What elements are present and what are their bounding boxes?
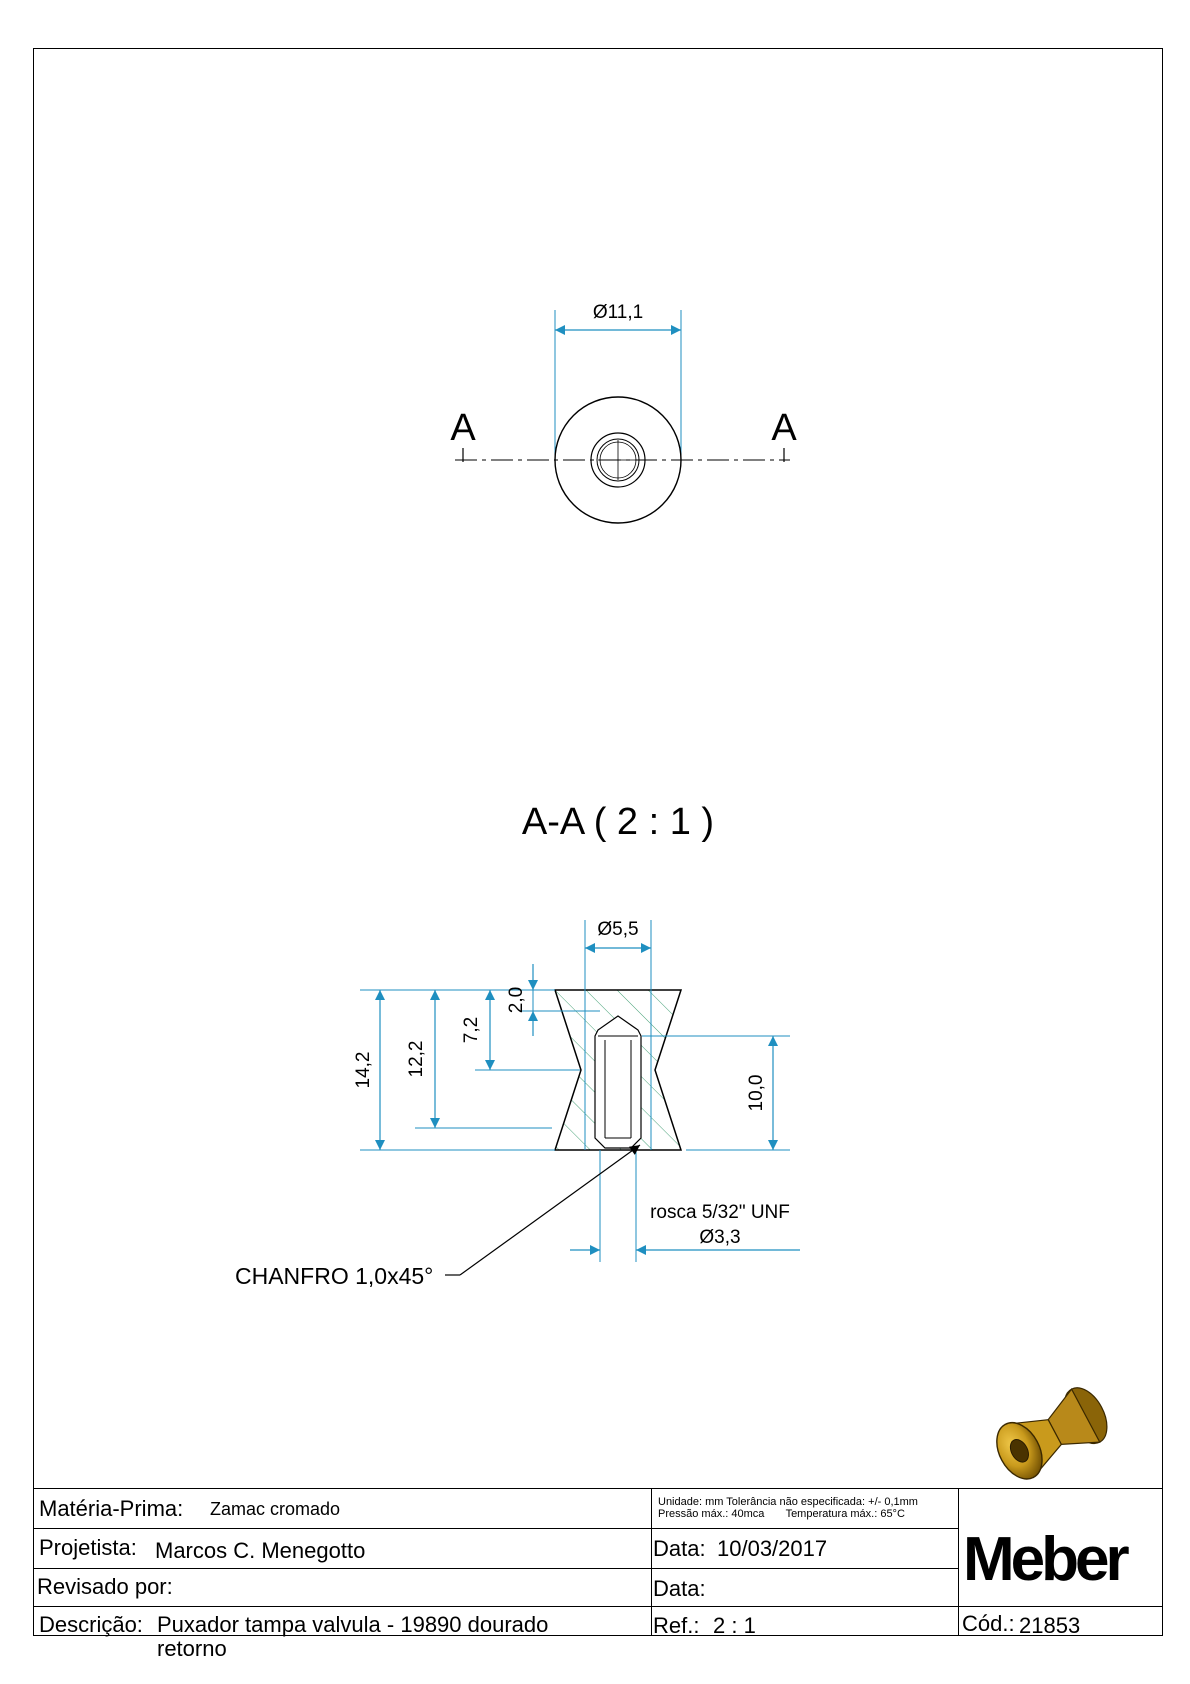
code-label: Cód.: — [962, 1611, 1015, 1636]
description-label: Descrição: — [39, 1612, 143, 1637]
notes-line-2: Pressão máx.: 40mca Temperatura máx.: 65°C — [658, 1508, 905, 1520]
ref-value: 2 : 1 — [713, 1613, 756, 1638]
height-2-0-label: 2,0 — [506, 986, 527, 1014]
section-title: A-A ( 2 : 1 ) — [521, 801, 715, 843]
section-mark-right: A — [771, 407, 797, 449]
height-12-2-label: 12,2 — [406, 1040, 427, 1078]
thread-diameter-label: Ø3,3 — [699, 1227, 741, 1248]
thread-label: rosca 5/32" UNF — [650, 1202, 790, 1223]
height-7-2-label: 7,2 — [461, 1016, 482, 1044]
designer-value: Marcos C. Menegotto — [155, 1538, 366, 1563]
ref-label: Ref.: — [653, 1613, 700, 1638]
notes-line-1: Unidade: mm Tolerância não especificada: +/- 0,1mm — [658, 1496, 918, 1508]
chamfer-leader — [460, 1145, 640, 1275]
designer-label: Projetista: — [39, 1535, 137, 1560]
title-block — [33, 1488, 1163, 1661]
date-value: 10/03/2017 — [717, 1536, 828, 1561]
material-label: Matéria-Prima: — [39, 1496, 184, 1521]
chamfer-label: CHANFRO 1,0x45° — [235, 1263, 434, 1289]
meber-logo: Meber — [963, 1525, 1126, 1594]
section-mark-left: A — [450, 407, 476, 449]
code-value: 21853 — [1019, 1613, 1081, 1638]
top-view — [450, 302, 797, 523]
bore-diameter-label: Ø5,5 — [597, 919, 639, 940]
part-3d-preview — [988, 1381, 1116, 1487]
description-value-2: retorno — [157, 1636, 227, 1661]
height-10-0-label: 10,0 — [746, 1074, 767, 1112]
top-diameter-label: Ø11,1 — [592, 302, 644, 323]
section-view — [235, 919, 800, 1289]
height-14-2-label: 14,2 — [353, 1051, 374, 1089]
date-label: Data: — [653, 1536, 706, 1561]
reviewed-label: Revisado por: — [37, 1574, 173, 1599]
date2-label: Data: — [653, 1576, 706, 1601]
material-value: Zamac cromado — [210, 1499, 341, 1519]
description-value: Puxador tampa valvula - 19890 dourado — [157, 1612, 549, 1637]
